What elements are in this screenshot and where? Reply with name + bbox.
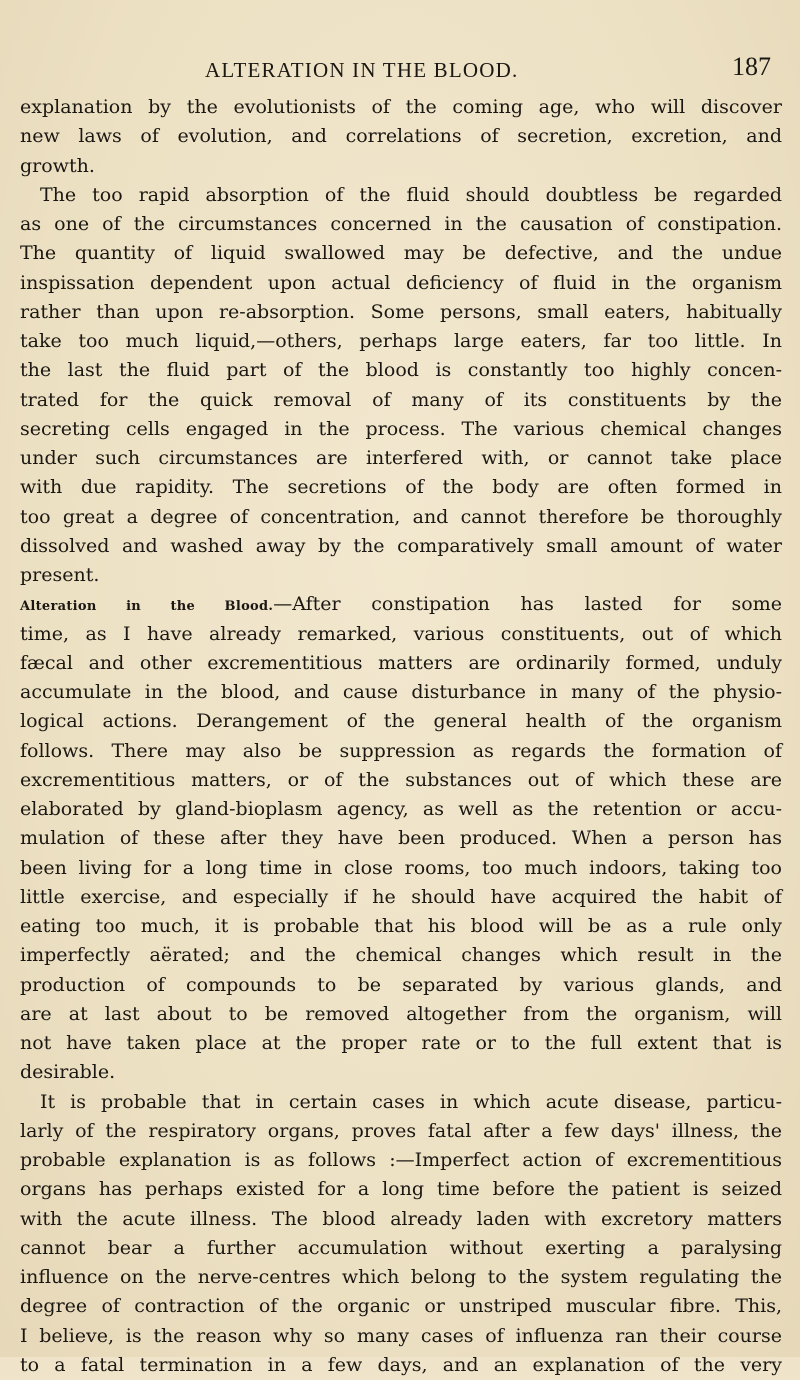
line-text: mulation of these after they have been produced. When a person has	[20, 827, 782, 850]
line-text: to a fatal termination in a few days, and an explanation of the very	[20, 1353, 782, 1376]
text-line	[20, 1205, 782, 1234]
line-text: secreting cells engaged in the process. The various chemical changes	[20, 417, 782, 440]
page-header	[0, 52, 800, 88]
line-text: fæcal and other excrementitious matters are ordinarily formed, unduly	[20, 651, 782, 674]
text-line	[20, 503, 782, 532]
text-line	[20, 912, 782, 941]
line-text: too great a degree of concentration, and cannot therefore be thoroughly	[20, 505, 782, 528]
line-text: present.	[20, 564, 100, 586]
text-line	[20, 122, 782, 151]
line-text: take too much liquid,—others, perhaps large eaters, far too little. In	[20, 330, 782, 352]
text-line	[20, 649, 782, 678]
line-text: the last the fluid part of the blood is constantly too highly concen-	[20, 359, 782, 382]
line-text: with the acute illness. The blood already laden with excretory matters	[20, 1207, 782, 1230]
text-line	[20, 1292, 782, 1321]
line-text: It is probable that in certain cases in which acute disease, particu-	[40, 1090, 782, 1113]
line-text: The quantity of liquid swallowed may be defective, and the undue	[20, 242, 782, 265]
line-text: cannot bear a further accumulation without exerting a paralysing	[20, 1236, 782, 1259]
text-line	[20, 1029, 782, 1058]
text-line	[20, 1351, 782, 1380]
line-text: dissolved and washed away by the comparatively small amount of water	[20, 534, 782, 557]
text-line	[20, 971, 782, 1000]
line-text: imperfectly aërated; and the chemical changes which result in the	[20, 944, 782, 967]
line-text: elaborated by gland-bioplasm agency, as well as the retention or accu-	[20, 798, 782, 820]
text-line	[20, 444, 782, 473]
text-line	[20, 1322, 782, 1351]
text-line	[20, 590, 782, 619]
line-text: —After constipation has lasted for some	[273, 593, 782, 616]
line-text: trated for the quick removal of many of its constituents by the	[20, 388, 782, 411]
text-line	[20, 1058, 782, 1087]
line-text: I believe, is the reason why so many cases of influenza ran their course	[20, 1324, 782, 1347]
line-text: influence on the nerve-centres which belong to the system regulating the	[20, 1266, 782, 1288]
line-text: new laws of evolution, and correlations of secretion, excretion, and	[20, 125, 782, 148]
line-text: growth.	[20, 154, 95, 177]
side-heading: Alteration in the Blood.	[20, 599, 274, 615]
text-line	[20, 1146, 782, 1175]
line-text: time, as I have already remarked, various constituents, out of which	[20, 622, 782, 645]
text-line	[20, 473, 782, 502]
text-line	[20, 795, 782, 824]
line-text: rather than upon re-absorption. Some persons, small eaters, habitually	[20, 300, 782, 323]
line-text: eating too much, it is probable that his blood will be as a rule only	[20, 915, 782, 937]
line-text: inspissation dependent upon actual deficiency of fluid in the organism	[20, 271, 782, 294]
line-text: little exercise, and especially if he should have acquired the habit of	[20, 885, 782, 908]
text-line	[20, 210, 782, 239]
text-line	[20, 824, 782, 853]
line-text: explanation by the evolutionists of the coming age, who will discover	[20, 96, 782, 118]
text-line	[20, 1175, 782, 1204]
text-line	[20, 1088, 782, 1117]
text-line	[20, 1234, 782, 1263]
text-line	[20, 1263, 782, 1292]
line-text: larly of the respiratory organs, proves fatal after a few days' illness, the	[20, 1119, 782, 1142]
text-line	[20, 181, 782, 210]
line-text: desirable.	[20, 1061, 116, 1084]
line-text: are at last about to be removed altogether from the organism, will	[20, 1002, 782, 1025]
line-text: production of compounds to be separated by various glands, and	[20, 973, 782, 996]
text-line	[20, 386, 782, 415]
line-text: excrementitious matters, or of the substances out of which these are	[20, 768, 782, 791]
text-line	[20, 883, 782, 912]
text-line	[20, 327, 782, 356]
text-line	[20, 152, 782, 181]
line-text: accumulate in the blood, and cause disturbance in many of the physio-	[20, 681, 782, 703]
line-text: The too rapid absorption of the fluid should doubtless be regarded	[40, 183, 782, 206]
line-text: with due rapidity. The secretions of the body are often formed in	[20, 476, 782, 499]
text-line	[20, 356, 782, 385]
text-line	[20, 737, 782, 766]
text-line	[20, 1117, 782, 1146]
line-text: degree of contraction of the organic or unstriped muscular fibre. This,	[20, 1295, 782, 1318]
text-line	[20, 269, 782, 298]
line-text: probable explanation is as follows :—Imperfect action of excrementitious	[20, 1149, 782, 1171]
line-text: as one of the circumstances concerned in the causation of constipation.	[20, 213, 782, 235]
running-title: ALTERATION IN THE BLOOD.	[205, 58, 519, 82]
line-text: been living for a long time in close rooms, too much indoors, taking too	[20, 856, 782, 879]
line-text: follows. There may also be suppression as regards the formation of	[20, 739, 782, 762]
text-line	[20, 561, 782, 590]
text-line	[20, 941, 782, 970]
text-line	[20, 620, 782, 649]
line-text: under such circumstances are interfered with, or cannot take place	[20, 447, 782, 469]
text-line	[20, 298, 782, 327]
text-line	[20, 239, 782, 268]
line-text: logical actions. Derangement of the general health of the organism	[20, 710, 782, 733]
line-text: not have taken place at the proper rate or to the full extent that is	[20, 1032, 782, 1054]
text-line	[20, 854, 782, 883]
text-line	[20, 707, 782, 736]
text-line	[20, 766, 782, 795]
text-line	[20, 1000, 782, 1029]
line-text: organs has perhaps existed for a long time before the patient is seized	[20, 1178, 782, 1201]
text-line	[20, 532, 782, 561]
page-number: 187	[732, 52, 771, 81]
text-line	[20, 415, 782, 444]
text-line	[20, 678, 782, 707]
text-line	[20, 93, 782, 122]
body-text	[20, 93, 782, 1380]
